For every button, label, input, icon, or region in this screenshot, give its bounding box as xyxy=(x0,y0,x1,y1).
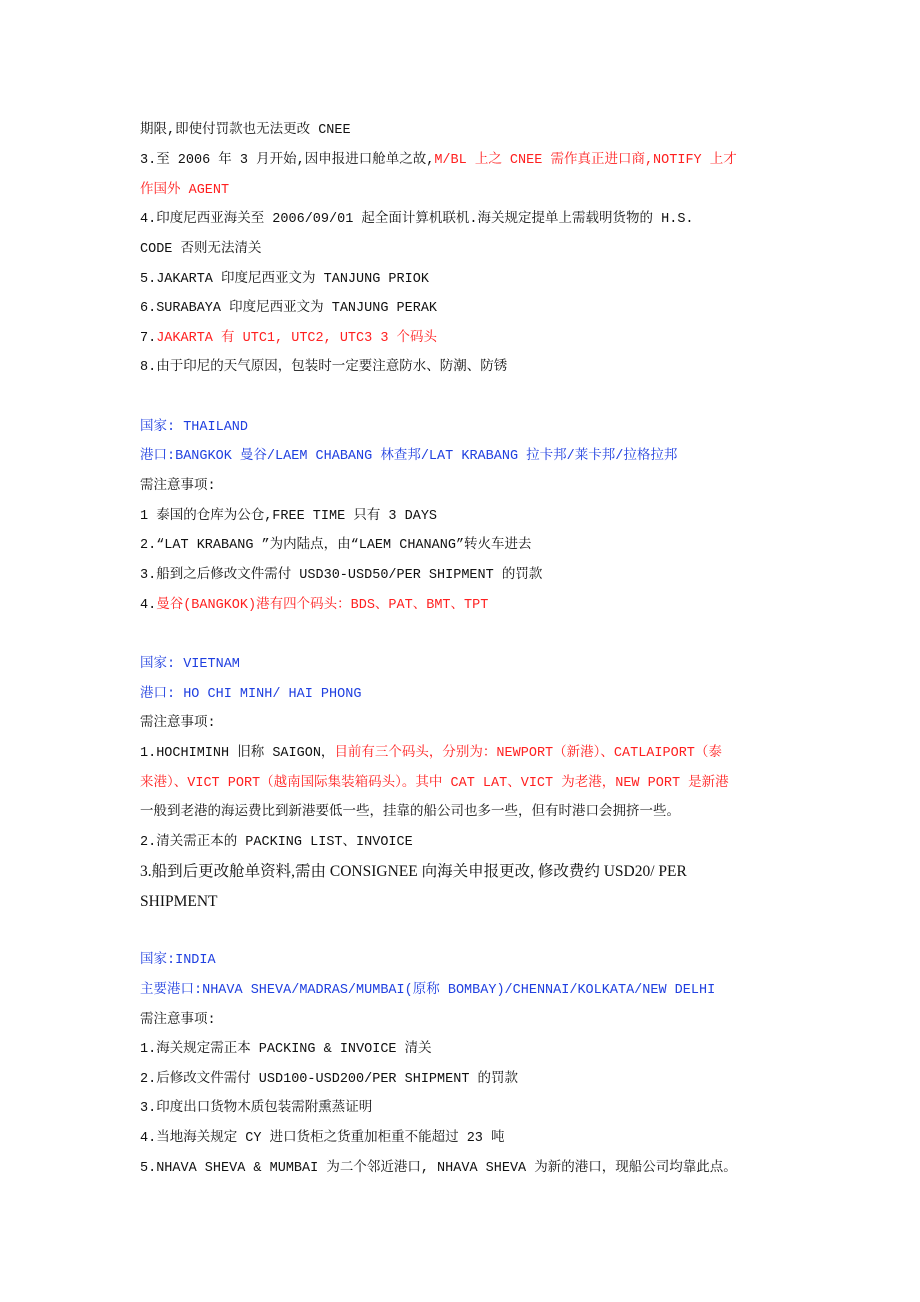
thailand-note-1: 1 泰国的仓库为公仓,FREE TIME 只有 3 DAYS xyxy=(140,509,438,524)
india-note-2: 2.后修改文件需付 USD100-USD200/PER SHIPMENT 的罚款 xyxy=(140,1072,519,1087)
indonesia-note-7-num: 7. xyxy=(140,331,157,346)
thailand-note-4 xyxy=(140,596,488,616)
thailand-notes-label: 需注意事项: xyxy=(140,479,216,494)
thailand-note-2: 2.“LAT KRABANG ”为内陆点，由“LAEM CHANANG”转火车进去 xyxy=(140,538,532,553)
thailand-note-3: 3.船到之后修改文件需付 USD30-USD50/PER SHIPMENT 的罚款 xyxy=(140,568,543,583)
thailand-ports: 港口:BANGKOK 曼谷/LAEM CHABANG 林查邦/LAT KRABANG 拉卡邦/莱卡邦/拉格拉邦 xyxy=(140,449,678,464)
indonesia-note-7 xyxy=(140,329,437,349)
indonesia-line-1: 期限,即使付罚款也无法更改 CNEE xyxy=(140,123,351,138)
thailand-note-4-highlight: 曼谷(BANGKOK)港有四个码头：BDS、PAT、BMT、TPT xyxy=(156,598,489,613)
india-note-3: 3.印度出口货物木质包装需附熏蒸证明 xyxy=(140,1101,373,1116)
vietnam-notes-label: 需注意事项: xyxy=(140,716,216,731)
indonesia-note-4-cont: CODE 否则无法清关 xyxy=(140,242,262,257)
indonesia-note-3 xyxy=(140,151,737,171)
india-ports: 主要港口:NHAVA SHEVA/MADRAS/MUMBAI(原称 BOMBAY)/CHENNAI/KOLKATA/NEW DELHI xyxy=(140,983,716,998)
indonesia-note-3-cont: 作国外 AGENT xyxy=(140,183,230,198)
india-note-4: 4.当地海关规定 CY 进口货柜之货重加柜重不能超过 23 吨 xyxy=(140,1131,505,1146)
india-country: 国家:INDIA xyxy=(140,953,216,968)
indonesia-note-6: 6.SURABAYA 印度尼西亚文为 TANJUNG PERAK xyxy=(140,301,438,316)
india-notes-label: 需注意事项: xyxy=(140,1013,216,1028)
vietnam-note-1-cont: 来港）、VICT PORT（越南国际集装箱码头）。其中 CAT LAT、VICT 为老港，NEW PORT 是新港 xyxy=(140,776,729,791)
vietnam-note-3-cont: SHIPMENT xyxy=(140,893,218,910)
indonesia-note-7-highlight: JAKARTA 有 UTC1, UTC2, UTC3 3 个码头 xyxy=(156,331,438,346)
vietnam-note-1-cont2: 一般到老港的海运费比到新港要低一些，挂靠的船公司也多一些，但有时港口会拥挤一些。 xyxy=(140,805,680,820)
indonesia-note-8: 8.由于印尼的天气原因，包装时一定要注意防水、防潮、防锈 xyxy=(140,360,508,375)
vietnam-note-2: 2.清关需正本的 PACKING LIST、INVOICE xyxy=(140,835,413,850)
india-note-5: 5.NHAVA SHEVA & MUMBAI 为二个邻近港口, NHAVA SHEVA 为新的港口，现船公司均靠此点。 xyxy=(140,1161,737,1176)
vietnam-note-1-text: 1.HOCHIMINH 旧称 SAIGON， xyxy=(140,746,335,761)
vietnam-ports: 港口: HO CHI MINH/ HAI PHONG xyxy=(140,687,362,702)
thailand-country: 国家: THAILAND xyxy=(140,420,249,435)
vietnam-country: 国家: VIETNAM xyxy=(140,657,240,672)
indonesia-note-4: 4.印度尼西亚海关至 2006/09/01 起全面计算机联机.海关规定提单上需载明货物的 H.S. xyxy=(140,212,694,227)
thailand-note-4-num: 4. xyxy=(140,598,157,613)
india-note-1: 1.海关规定需正本 PACKING & INVOICE 清关 xyxy=(140,1042,432,1057)
vietnam-note-3: 3.船到后更改舱单资料,需由 CONSIGNEE 向海关申报更改, 修改费约 USD20/ PER xyxy=(140,863,687,880)
indonesia-note-3-text: 3.至 2006 年 3 月开始,因申报进口舱单之故, xyxy=(140,153,435,168)
indonesia-note-5: 5.JAKARTA 印度尼西亚文为 TANJUNG PRIOK xyxy=(140,272,429,287)
vietnam-note-1-highlight: 目前有三个码头，分别为：NEWPORT（新港）、CATLAIPORT（泰 xyxy=(334,746,722,761)
vietnam-note-1 xyxy=(140,744,722,764)
indonesia-note-3-highlight: M/BL 上之 CNEE 需作真正进口商,NOTIFY 上才 xyxy=(434,153,737,168)
